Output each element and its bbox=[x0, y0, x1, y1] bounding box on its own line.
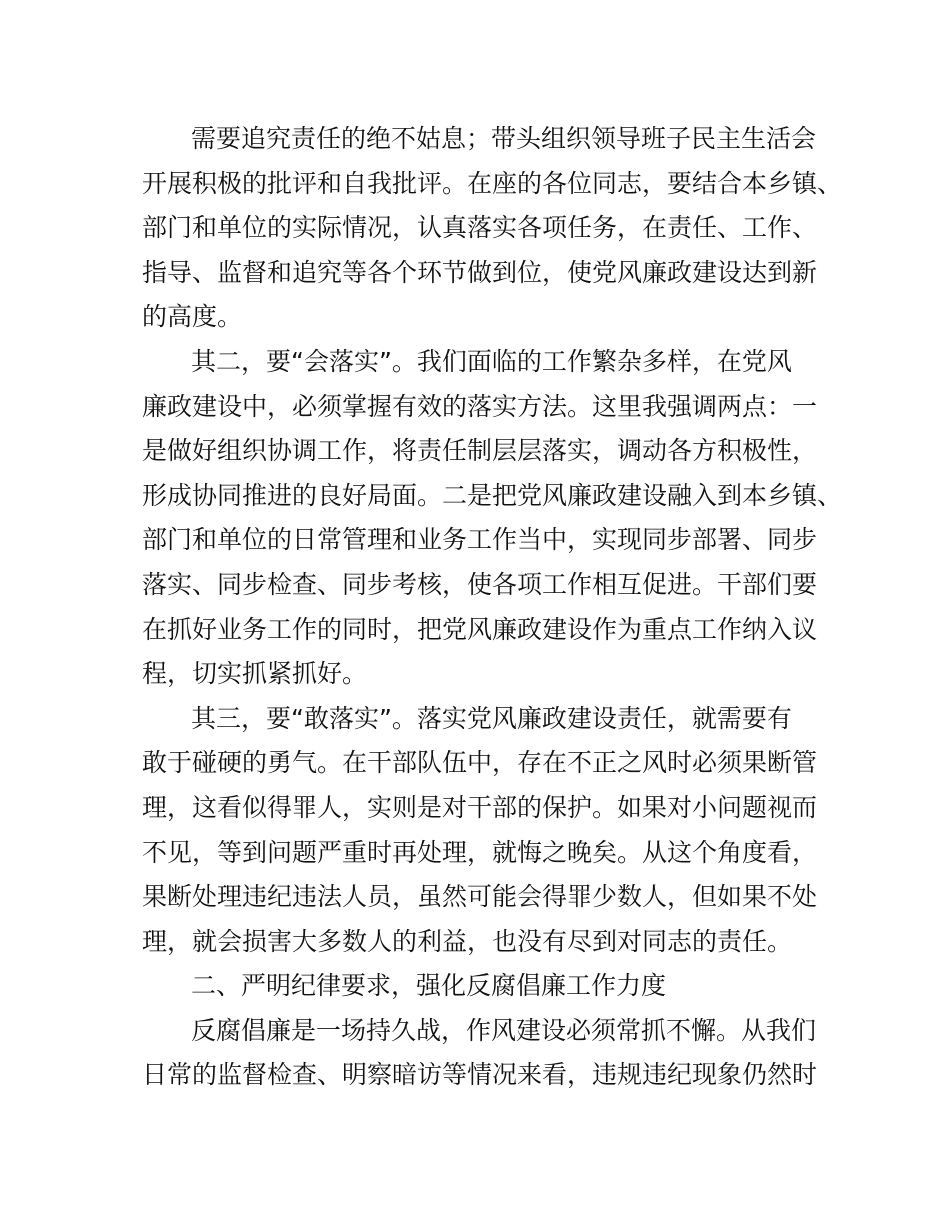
text-line: 敢于碰硬的勇气。在干部队伍中，存在不正之风时必须果断管 bbox=[142, 748, 818, 778]
text-line: 是做好组织协调工作，将责任制层层落实，调动各方积极性， bbox=[142, 436, 818, 466]
text-line: 日常的监督检查、明察暗访等情况来看，违规违纪现象仍然时 bbox=[142, 1060, 818, 1090]
text-line: 的高度。 bbox=[142, 302, 243, 332]
text-line: 形成协同推进的良好局面。二是把党风廉政建设融入到本乡镇、 bbox=[142, 480, 843, 510]
text-line: 理，这看似得罪人，实则是对干部的保护。如果对小问题视而 bbox=[142, 792, 818, 822]
text-line: 程，切实抓紧抓好。 bbox=[142, 659, 368, 689]
text-line: 不见，等到问题严重时再处理，就悔之晚矣。从这个角度看， bbox=[142, 837, 818, 867]
heading-line: 二、严明纪律要求，强化反腐倡廉工作力度 bbox=[191, 971, 667, 1001]
text-line: 落实、同步检查、同步考核，使各项工作相互促进。干部们要 bbox=[142, 569, 818, 599]
text-line: 需要追究责任的绝不姑息；带头组织领导班子民主生活会 bbox=[191, 124, 817, 153]
document-body bbox=[142, 117, 843, 1098]
text-line: 开展积极的批评和自我批评。在座的各位同志，要结合本乡镇、 bbox=[142, 168, 843, 198]
text-line: 在抓好业务工作的同时，把党风廉政建设作为重点工作纳入议 bbox=[142, 614, 818, 644]
paragraph-anti-corruption bbox=[142, 1009, 822, 1098]
text-line: 廉政建设中，必须掌握有效的落实方法。这里我强调两点：一 bbox=[142, 391, 818, 421]
text-line: 指导、监督和追究等各个环节做到位，使党风廉政建设达到新 bbox=[142, 257, 818, 287]
text-line: 理，就会损害大多数人的利益，也没有尽到对同志的责任。 bbox=[142, 926, 793, 956]
text-line: 部门和单位的实际情况，认真落实各项任务，在责任、工作、 bbox=[142, 213, 818, 243]
text-line: 部门和单位的日常管理和业务工作当中，实现同步部署、同步 bbox=[142, 525, 818, 555]
text-line: 果断处理违纪违法人员，虽然可能会得罪少数人，但如果不处 bbox=[142, 882, 818, 912]
text-line: 反腐倡廉是一场持久战，作风建设必须常抓不懈。从我们 bbox=[191, 1015, 817, 1045]
text-line: 其三，要“敢落实”。落实党风廉政建设责任，就需要有 bbox=[191, 703, 792, 733]
paragraph-hui-luoshi bbox=[142, 340, 843, 697]
section-heading bbox=[142, 964, 822, 1009]
paragraph-responsibility bbox=[142, 117, 843, 340]
paragraph-gan-luoshi bbox=[142, 697, 822, 965]
text-line: 其二，要“会落实”。我们面临的工作繁杂多样，在党风 bbox=[191, 346, 792, 376]
